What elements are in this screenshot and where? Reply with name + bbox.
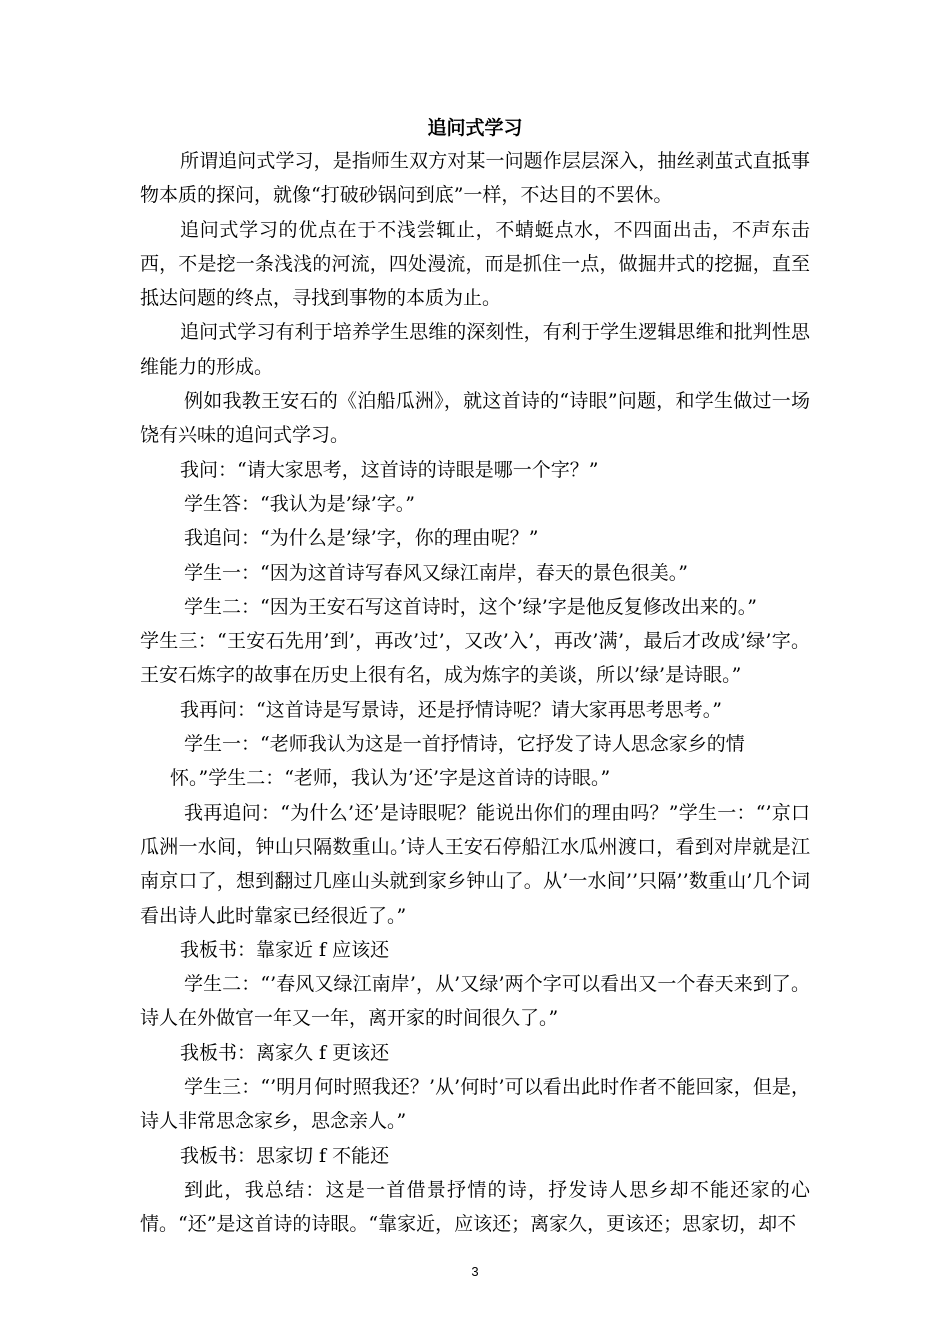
paragraph: 学生一：“老师我认为这是一首抒情诗，它抒发了诗人思念家乡的情 [184,733,745,756]
page-number: 3 [471,1264,479,1279]
paragraph: 学生二：“’春风又绿江南岸’，从’又绿’两个字可以看出又一个春天来到了。诗人在外做官一年又一年，离开家的时间很久了。” [140,973,810,1030]
paragraph: 我板书：思家切 f 不能还 [180,1144,390,1167]
paragraph: 追问式学习的优点在于不浅尝辄止，不蜻蜓点水，不四面出击，不声东击西，不是挖一条浅浅的河流，四处漫流，而是抓住一点，做掘井式的挖掘，直至抵达问题的终点，寻找到事物的本质为止。 [140,218,810,310]
document-title: 追问式学习 [427,117,523,139]
paragraph: 学生答：“我认为是’绿’字。” [184,492,416,515]
document-body [140,144,810,1242]
paragraph: 学生三：“’明月何时照我还？’从’何时’可以看出此时作者不能回家，但是，诗人非常思念家乡，思念亲人。” [140,1076,810,1133]
paragraph: 到此，我总结：这是一首借景抒情的诗，抒发诗人思乡却不能还家的心情。“还”是这首诗的诗眼。“靠家近，应该还；离家久，更该还；思家切，却不 [140,1178,810,1236]
paragraph: 学生一：“因为这首诗写春风又绿江南岸，春天的景色很美。” [184,561,688,584]
paragraph: 所谓追问式学习，是指师生双方对某一问题作层层深入，抽丝剥茧式直抵事物本质的探问，就像“打破砂锅问到底”一样，不达目的不罢休。 [140,150,810,207]
paragraph: 我板书：靠家近 f 应该还 [180,938,390,961]
paragraph: 例如我教王安石的《泊船瓜洲》，就这首诗的“诗眼”问题，和学生做过一场饶有兴味的追问式学习。 [140,390,810,447]
paragraph: 学生二：“因为王安石写这首诗时，这个’绿’字是他反复修改出来的。” [184,595,758,618]
paragraph: 我再追问：“为什么’还’是诗眼呢？能说出你们的理由吗？”学生一：“’京口瓜洲一水间，钟山只隔数重山。’诗人王安石停船江水瓜州渡口，看到对岸就是江南京口了，想到翻过几座山头就到家乡钟山了。从’一水间’’只隔’’数重山’几个词看出诗人此时靠家已经很近了。” [140,801,810,927]
paragraph: 我追问：“为什么是’绿’字，你的理由呢？” [184,527,539,550]
paragraph: 学生三：“王安石先用’到’，再改’过’，又改’入’，再改’满’，最后才改成’绿’字。王安石炼字的故事在历史上很有名，成为炼字的美谈，所以’绿’是诗眼。” [140,630,810,687]
paragraph: 怀。”学生二：“老师，我认为’还’字是这首诗的诗眼。” [170,767,611,790]
paragraph: 我板书：离家久 f 更该还 [180,1041,390,1064]
paragraph: 我再问：“这首诗是写景诗，还是抒情诗呢？请大家再思考思考。” [180,698,722,721]
paragraph: 我问：“请大家思考，这首诗的诗眼是哪一个字？” [180,458,599,481]
paragraph: 追问式学习有利于培养学生思维的深刻性，有利于学生逻辑思维和批判性思维能力的形成。 [140,321,810,378]
